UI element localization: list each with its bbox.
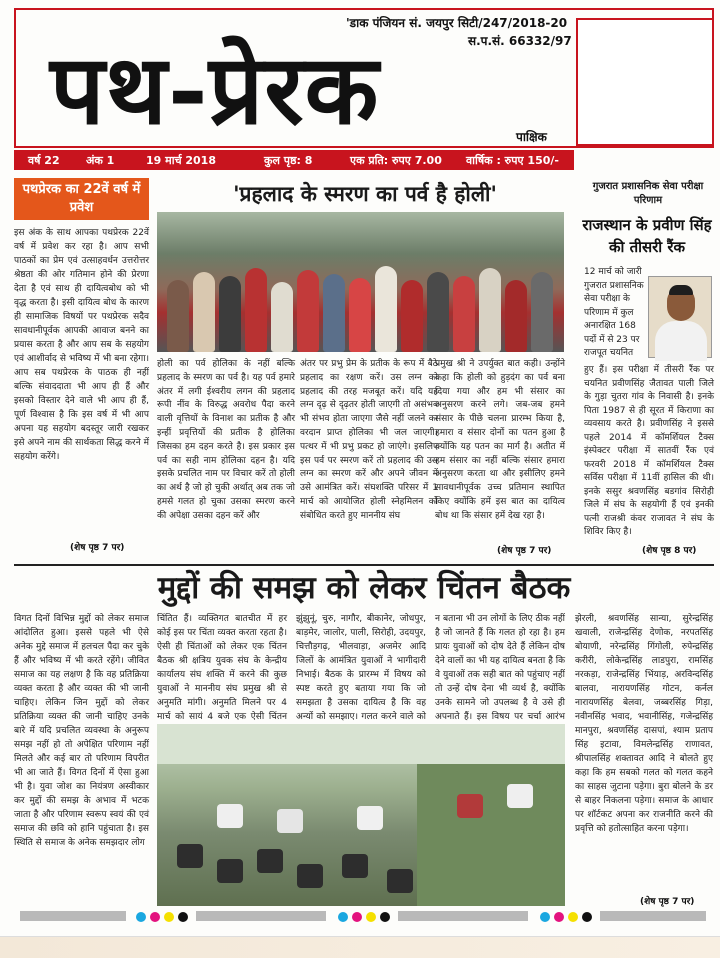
black-registration-mark-3 [582, 912, 592, 922]
lead-continued[interactable]: (शेष पृष्ठ 7 पर) [497, 546, 552, 556]
section-divider [14, 564, 714, 566]
advertisement-box [576, 18, 714, 146]
result-continued[interactable]: (शेष पृष्ठ 8 पर) [642, 546, 697, 556]
meeting-column-3: झुंझुनूं, चुरु, नागौर, बीकानेर, जोधपुर, बाड़मेर, जालोर, पाली, सिरोही, उदयपुर, चित्तौड़गढ़, भीलवाड़ा, अजमेर आदि जिलों के आमंत्रित युवाओं ने भागीदारी निभाई। बैठक के प्रारम्भ में विषय को स्पष्ट करते हुए बताया गया कि जो समझता है उसका दायित्व है कि वह अन्यों को समझाए। गलत करने वाले को [296, 614, 426, 722]
rni-number: स.प.सं. 66332/97 [468, 34, 572, 48]
result-kicker: गुजरात प्रशासनिक सेवा परीक्षा परिणाम [592, 181, 704, 206]
lead-column-1: होली का पर्व होलिका के नहीं बल्कि प्रहलाद के स्मरण का पर्व है। यह पर्व हमारे अंतर में लगी ईश्वरीय लगन की प्रहलाद रूपी नींव के विरुद्ध अवरोध पैदा करने वाली वृत्तियों के विनाश का प्रतीक है और इन्हीं प्रवृत्तियों की प्रतीक है होलिका जिसका हम दहन करते है। इस प्रकार इस पर्व का सही नाम होलिका दहन है। यदि इसके प्रचलित नाम पर विचार करें तो होली का अर्थ है जो हो चुकी अर्थात् अब तक जो हमसे गलत हो चुका उसका स्मरण करने की अपेक्षा उसका दहन करें और [157, 359, 295, 521]
anniversary-continued[interactable]: (शेष पृष्ठ 7 पर) [70, 543, 125, 553]
far-right-gray-bar [600, 911, 706, 921]
meeting-column-5: झेरली, श्रवणसिंह सान्या, सुरेन्द्रसिंह खवाली, राजेन्द्रसिंह देणोक, नरपतसिंह बोयाणी, नरेन्द्रसिंह गिंगोली, रुपेन्द्रसिंह करीरी, लोकेन्द्रसिंह लाडपुरा, रामसिंह नरकड़ा, राजेन्द्रसिंह भिंयाड़, अरविन्दसिंह बालवा, नारायणसिंह गोटन, कर्नल नारायणसिंह बेलवा, जब्बरसिंह गिड़ा, नवीनसिंह भवाद, भवानीसिंह, गजेन्द्रसिंह मानपुरा, श्रवणसिंह दासपां, श्याम प्रताप सिंह इटावा, विमलेन्द्रसिंह राणावत, श्रीपालसिंह शक्तावत आदि ने बोलते हुए कहा कि हम सबको गलत को गलत कहने का साहस जुटाना पड़ेगा। बुरा बोलने के डर से बाहर निकलना पड़ेगा। समाज के आधार पर शॉर्टकट अपना कर राजनीति करने की प्रवृत्ति को हतोत्साहित करना पड़ेगा। [575, 614, 713, 834]
cyan-registration-mark-3 [540, 912, 550, 922]
page-footer-strip [0, 936, 720, 958]
meeting-column-2: चिंतित हैं। व्यक्तिगत बातचीत में हर कोई इस पर चिंता व्यक्त करता रहता है। ऐसी ही चिंताओं को लेकर एक चिंतन बैठक श्री क्षत्रिय युवक संघ के केन्द्रीय कार्यालय संघ शक्ति में करने की कुछ युवाओं ने माननीय संघ प्रमुख श्री से अनुमति मांगी। अनुमति मिलने पर 4 मार्च को सायं 4 बजे एक ऐसी चिंतन [157, 614, 287, 722]
candidate-portrait [648, 276, 712, 358]
cyan-registration-mark-2 [338, 912, 348, 922]
masthead [14, 8, 714, 148]
publication-frequency: पाक्षिक [516, 130, 547, 144]
yellow-registration-mark [164, 912, 174, 922]
single-copy-price: एक प्रति: रुपए 7.00 [350, 154, 442, 167]
annual-subscription: वार्षिक : रुपए 150/- [466, 154, 559, 167]
meeting-column-1: विगत दिनों विभिन्न मुद्दों को लेकर समाज आंदोलित हुआ। इससे पहले भी ऐसे अनेक मुद्दे समाज में हलचल पैदा कर चुके हैं और भविष्य में भी करते रहेंगे। जीवित समाज का यह लक्षण है कि वह प्रतिक्रिया व्यक्त करता है और व्यक्त की भी जानी चाहिए। लेकिन जिन मुद्दों को लेकर प्रतिक्रिया व्यक्त की जानी चाहिए उनके बारे में यदि प्रचलित व्यवस्था के अनुरूप समझ नहीं हो तो अपेक्षित परिणाम नहीं मिलते और कई बार तो परिणाम विपरीत भी आ जाते हैं। विगत दिनों में ऐसा हुआ भी है। युवा जोश का नियंत्रण अस्वीकार कर मुद्दों की समझ के अभाव में भटक जाता है और परिणाम स्वरूप स्वयं की एवं समाज की छवि को हानि पहुंचाता है। इस स्थिति से समाज के अनेक समझदार लोग [14, 614, 149, 848]
result-headline: राजस्थान के प्रवीण सिंह की तीसरी रैंक [582, 216, 712, 256]
issue-info-bar [14, 150, 574, 170]
anniversary-body: इस अंक के साथ आपका पथप्रेरक 22वें वर्ष में प्रवेश कर रहा है। आप सभी पाठकों का प्रेम एवं उत्साहवर्धन उत्तरोत्तर श्रेष्ठता की ओर गतिमान होने की प्रेरणा देता है एवं साथ ही दायित्वबोध को भी वृद्ध करता है। इसी दायित्व बोध के कारण ही सामाजिक विषयों पर पथप्रेरक सदैव सावधानीपूर्वक आपकी आवाज बनने का प्रयास करता है और आप सब के सहयोग एवं आशीर्वाद से भविष्य में भी बना रहेगा। आप सब पथप्रेरक के पाठक ही नहीं बल्कि संवाददाता भी आप ही हैं और इसको विस्तार देने वाले भी आप ही हैं, पूर्ण विश्वास है कि इस वर्ष में भी आप अपना यह सहयोग बदस्तूर जारी रखकर इसे अपने नाम की सार्थकता सिद्ध करने में सहयोग करेंगे। [14, 228, 149, 462]
postal-registration: 'डाक पंजियन सं. जयपुर सिटी/247/2018-20 [346, 16, 568, 30]
meeting-continued[interactable]: (शेष पृष्ठ 7 पर) [640, 897, 695, 907]
issue-number: अंक 1 [86, 154, 115, 167]
result-body: हुए हैं। इस परीक्षा में तीसरी रैंक पर चयनित प्रवीणसिंह जैतावत पाली जिले के गुड़ा चुतरा गांव के निवासी है। इनके पिता 1987 से ही सूरत में किराणा का व्यवसाय करते है। प्रवीणसिंह ने इससे पहले 2014 में कॉमर्शियल टैक्स इंस्पेक्टर परीक्षा में सातवीं रैंक एवं फरवरी 2018 में कॉमर्शियल टैक्स सर्विस परीक्षा में 11वीं हासिल की थी। इनके ससुर श्रवणसिंह बडगांव सिरोही जिले में संघ के सहयोगी हैं एवं इनकी पत्नी राजश्री कंवर राजावत ने संघ के शिविर किए है। [584, 365, 714, 537]
right-gray-bar [398, 911, 528, 921]
anniversary-headline: पथप्रेरक का 22वें वर्ष में प्रवेश [14, 178, 149, 220]
magenta-registration-mark-3 [554, 912, 564, 922]
holi-group-photo [157, 212, 564, 352]
mid-gray-bar [196, 911, 326, 921]
meeting-headline: मुद्दों की समझ को लेकर चिंतन बैठक [157, 570, 571, 606]
yellow-registration-mark-2 [366, 912, 376, 922]
meeting-photo [157, 724, 565, 906]
lead-column-3: प्रमुख श्री ने उपर्युक्त बात कही। उन्होंने कहा कि होली को हुड़दंग का पर्व बना दिया गया और हम भी संसार का अनुसरण करने लगे। जब-जब हमने संसार के पीछे चलना प्रारम्भ किया है, हमारा व संसार दोनों का पतन हुआ है क्योंकि यह पतन का मार्ग है। अतीत में हम संसार का नहीं बल्कि संसार हमारा अनुसरण करता था और इसीलिए हमने सावधानीपूर्वक उच्च प्रतिमान स्थापित किए क्योंकि हमें इस बात का दायित्व बोध था कि संसार हमें देख रहा है। [435, 359, 565, 521]
yellow-registration-mark-3 [568, 912, 578, 922]
magenta-registration-mark [150, 912, 160, 922]
meeting-column-4: न बताना भी उन लोगों के लिए ठीक नहीं है जो जानते हैं कि गलत हो रहा है। हम प्रायः युवाओं को दोष देते हैं लेकिन दोष देने वालों का भी यह दायित्व बनता है कि वे युवाओं तक सही बात को पहुंचाए नहीं तो उन्हें दोष देना भी व्यर्थ है, क्योंकि उनके सामने जो उपलब्ध है वे उसे ही अपनाते हैं। इस विषय पर चर्चा आरंभ [435, 614, 565, 722]
magenta-registration-mark-2 [352, 912, 362, 922]
black-registration-mark [178, 912, 188, 922]
cyan-registration-mark [136, 912, 146, 922]
lead-headline: 'प्रहलाद के स्मरण का पर्व है होली' [233, 181, 497, 206]
issue-date: 19 मार्च 2018 [146, 154, 216, 167]
volume-year: वर्ष 22 [28, 154, 60, 167]
black-registration-mark-2 [380, 912, 390, 922]
page-count: कुल पृष्ठ: 8 [264, 154, 313, 167]
newspaper-title: पथ-प्रेरक [50, 33, 380, 146]
result-intro: 12 मार्च को जारी गुजरात प्रशासनिक सेवा परीक्षा के परिणाम में कुल अनारक्षित 168 पदों में से 23 पर राजपूत चयनित [584, 267, 644, 358]
lead-column-2: अंतर पर प्रभु प्रेम के प्रतीक के रूप में बैठे प्रहलाद का रक्षण करें। उस लग्न को प्रहलाद की तरह मजबूत करें। यदि यह लग्न दृढ़ से दृढ़तर होती जाएगी तो असंभव भी संभव होता जाएगा जैसे नहीं जलने का वरदान प्राप्त होलिका भी जल जाएगी। पत्थर में भी प्रभु प्रकट हो जाएंगे। इसलिए इस पर्व पर स्मरण करें तो प्रहलाद की उस लग्न का स्मरण करें और अपने जीवन में उसे आमंत्रित करें। संघशक्ति परिसर में 1 मार्च को आयोजित होली स्नेहमिलन को संबोधित करते हुए माननीय संघ [300, 359, 438, 521]
left-gray-bar [20, 911, 126, 921]
